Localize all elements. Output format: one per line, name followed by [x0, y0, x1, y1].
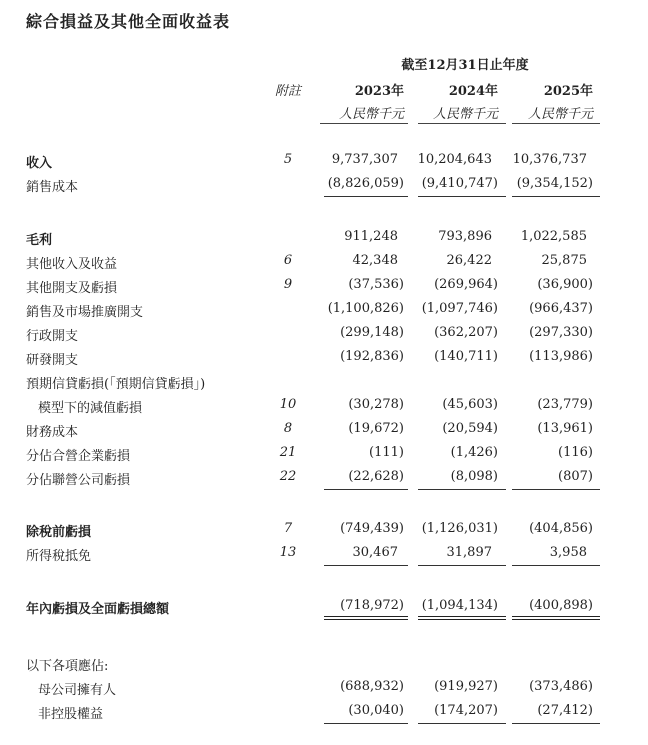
value-2025: (13,961)	[537, 421, 593, 436]
row-label: 年內虧損及全面虧損總額	[26, 602, 170, 617]
row-note: 22	[279, 469, 297, 484]
value-2023: (30,040)	[348, 703, 404, 718]
period-header: 截至12月31日止年度	[401, 58, 529, 73]
table-row-ecl-impairment	[0, 395, 648, 417]
value-2023: (688,932)	[340, 679, 404, 694]
table-row-finance-costs	[0, 419, 648, 441]
value-2025: (113,986)	[529, 349, 593, 364]
value-2025: 10,376,737	[512, 152, 587, 167]
value-2025: (23,779)	[537, 397, 593, 412]
value-2024: (8,098)	[450, 469, 498, 484]
year-header-2023: 2023年	[354, 84, 404, 99]
note-column-header: 附註	[274, 84, 301, 99]
subtotal-rule	[418, 196, 506, 197]
row-note: 7	[283, 521, 293, 536]
value-2023: (749,439)	[340, 521, 404, 536]
table-row-other-expenses	[0, 275, 648, 297]
table-row-other-income	[0, 251, 648, 273]
unit-header-2025: 人民幣千元	[527, 107, 593, 122]
value-2025: (297,330)	[529, 325, 593, 340]
row-label: 銷售及市場推廣開支	[26, 305, 144, 320]
value-2024: (1,097,746)	[421, 301, 498, 316]
table-row-jv-losses	[0, 443, 648, 465]
table-row-ecl-heading	[0, 371, 648, 393]
value-2023: (111)	[369, 445, 404, 460]
table-row-gross-profit	[0, 227, 648, 249]
table-row-attributable-heading	[0, 653, 648, 675]
unit-header-2024: 人民幣千元	[432, 107, 498, 122]
value-2023: 911,248	[344, 229, 398, 244]
value-2025: 25,875	[541, 253, 587, 268]
value-2024: (9,410,747)	[421, 176, 498, 191]
row-note: 5	[283, 152, 293, 167]
subtotal-rule	[512, 723, 600, 724]
row-label: 其他收入及收益	[26, 257, 118, 272]
table-row-cost-of-sales	[0, 174, 648, 196]
value-2023: (30,278)	[348, 397, 404, 412]
value-2023: (8,826,059)	[327, 176, 404, 191]
row-label: 模型下的減值虧損	[38, 401, 143, 416]
subtotal-rule	[324, 196, 408, 197]
value-2024: (1,426)	[450, 445, 498, 460]
value-2025: (400,898)	[529, 598, 593, 613]
value-2024: (362,207)	[434, 325, 498, 340]
value-2023: 9,737,307	[331, 152, 398, 167]
subtotal-rule	[512, 489, 600, 490]
row-label: 以下各項應佔:	[26, 659, 109, 674]
value-2024: (20,594)	[442, 421, 498, 436]
row-note: 13	[279, 545, 297, 560]
table-row-selling-expenses	[0, 299, 648, 321]
value-2024: (919,927)	[434, 679, 498, 694]
table-row-total-comprehensive-loss	[0, 596, 648, 618]
value-2024: 793,896	[438, 229, 492, 244]
year-header-2024: 2024年	[448, 84, 498, 99]
subtotal-rule	[418, 565, 506, 566]
row-label: 行政開支	[26, 329, 79, 344]
subtotal-rule	[512, 196, 600, 197]
value-2025: 1,022,585	[520, 229, 587, 244]
table-row-owners-of-parent	[0, 677, 648, 699]
row-label: 研發開支	[26, 353, 79, 368]
value-2025: (373,486)	[529, 679, 593, 694]
value-2023: (1,100,826)	[327, 301, 404, 316]
value-2025: (36,900)	[537, 277, 593, 292]
value-2024: (140,711)	[434, 349, 498, 364]
value-2025: (404,856)	[529, 521, 593, 536]
value-2024: (269,964)	[434, 277, 498, 292]
row-label: 收入	[26, 156, 53, 171]
row-label: 銷售成本	[26, 180, 79, 195]
value-2025: (116)	[558, 445, 593, 460]
table-row-non-controlling-interests	[0, 701, 648, 723]
row-note: 9	[283, 277, 293, 292]
row-label: 財務成本	[26, 425, 79, 440]
value-2023: (299,148)	[340, 325, 404, 340]
table-row-revenue	[0, 150, 648, 172]
value-2023: (192,836)	[340, 349, 404, 364]
value-2025: (966,437)	[529, 301, 593, 316]
value-2024: 10,204,643	[417, 152, 492, 167]
value-2024: (174,207)	[434, 703, 498, 718]
table-row-loss-before-tax	[0, 519, 648, 541]
subtotal-rule	[418, 723, 506, 724]
value-2023: (37,536)	[348, 277, 404, 292]
header-underline	[512, 123, 600, 124]
value-2023: (22,628)	[348, 469, 404, 484]
row-note: 6	[283, 253, 293, 268]
row-label: 其他開支及虧損	[26, 281, 118, 296]
total-double-rule	[418, 616, 506, 620]
table-row-rnd-expenses	[0, 347, 648, 369]
value-2023: (718,972)	[340, 598, 404, 613]
table-row-income-tax-credit	[0, 543, 648, 565]
row-label: 毛利	[26, 233, 53, 248]
row-label: 母公司擁有人	[38, 683, 117, 698]
row-label: 所得稅抵免	[26, 549, 92, 564]
subtotal-rule	[324, 489, 408, 490]
year-header-2025: 2025年	[543, 84, 593, 99]
value-2024: (45,603)	[442, 397, 498, 412]
value-2023: 30,467	[352, 545, 398, 560]
statement-title: 綜合損益及其他全面收益表	[26, 12, 231, 31]
row-note: 8	[283, 421, 293, 436]
unit-header-2023: 人民幣千元	[338, 107, 404, 122]
table-row-admin-expenses	[0, 323, 648, 345]
total-double-rule	[324, 616, 408, 620]
subtotal-rule	[324, 723, 408, 724]
row-label: 除稅前虧損	[26, 525, 92, 540]
value-2024: 31,897	[446, 545, 492, 560]
row-label: 分佔合營企業虧損	[26, 449, 131, 464]
value-2024: (1,126,031)	[421, 521, 498, 536]
value-2024: 26,422	[446, 253, 492, 268]
subtotal-rule	[512, 565, 600, 566]
table-row-associate-losses	[0, 467, 648, 489]
subtotal-rule	[324, 565, 408, 566]
header-underline	[320, 123, 408, 124]
row-label: 預期信貸虧損(「預期信貸虧損」)	[26, 377, 206, 392]
value-2025: (9,354,152)	[516, 176, 593, 191]
row-label: 非控股權益	[38, 707, 104, 722]
total-double-rule	[512, 616, 600, 620]
value-2025: 3,958	[549, 545, 587, 560]
header-underline	[418, 123, 506, 124]
value-2024: (1,094,134)	[421, 598, 498, 613]
value-2025: (807)	[558, 469, 593, 484]
row-label: 分佔聯營公司虧損	[26, 473, 131, 488]
value-2023: 42,348	[352, 253, 398, 268]
value-2025: (27,412)	[537, 703, 593, 718]
value-2023: (19,672)	[348, 421, 404, 436]
row-note: 21	[279, 445, 297, 460]
row-note: 10	[279, 397, 297, 412]
subtotal-rule	[418, 489, 506, 490]
